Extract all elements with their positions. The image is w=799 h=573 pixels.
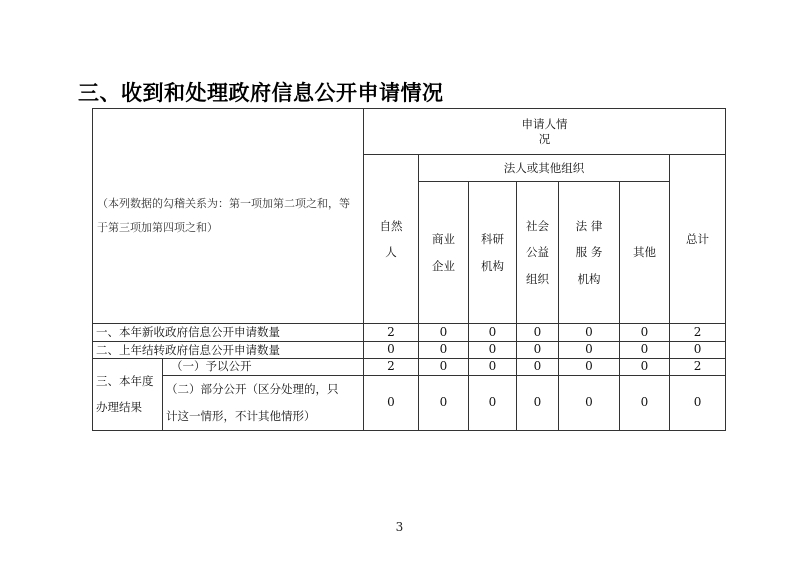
- col-research: 科研 机构: [469, 182, 517, 324]
- cell-value: 0: [620, 359, 670, 376]
- section3-label: 三、本年度 办理结果: [93, 359, 163, 431]
- cell-value: 0: [469, 324, 517, 342]
- table-row: [93, 342, 726, 359]
- cell-value: 0: [620, 375, 670, 430]
- cell-value: 0: [559, 375, 620, 430]
- applicant-header: [364, 109, 726, 155]
- cell-value: 0: [517, 375, 559, 430]
- col-natural-person: 自然 人: [364, 155, 419, 324]
- table-row: [93, 375, 726, 430]
- legal-person-header: 法人或其他组织: [419, 155, 670, 182]
- applicant-header-line1: 申请人情: [521, 116, 568, 131]
- cell-value: 0: [670, 375, 726, 430]
- row-label: 一、本年新收政府信息公开申请数量: [93, 324, 364, 342]
- cell-value: 0: [419, 375, 469, 430]
- table-row: [93, 324, 726, 342]
- cell-value: 0: [419, 342, 469, 359]
- cell-value: 0: [670, 342, 726, 359]
- col-other: 其他: [620, 182, 670, 324]
- applications-table: [92, 108, 726, 431]
- row-label: （二）部分公开（区分处理的，只 计这一情形，不计其他情形）: [163, 375, 364, 430]
- cell-value: 0: [517, 324, 559, 342]
- cell-value: 0: [517, 359, 559, 376]
- cell-value: 0: [620, 342, 670, 359]
- cell-value: 0: [559, 324, 620, 342]
- cell-value: 2: [670, 359, 726, 376]
- cell-value: 0: [559, 359, 620, 376]
- section-heading: 三、收到和处理政府信息公开申请情况: [78, 81, 444, 105]
- cell-value: 0: [419, 359, 469, 376]
- col-commercial: 商业 企业: [419, 182, 469, 324]
- cell-value: 0: [559, 342, 620, 359]
- col-legal-service: 法 律 服 务 机构: [559, 182, 620, 324]
- row-label: 二、上年结转政府信息公开申请数量: [93, 342, 364, 359]
- cell-value: 2: [670, 324, 726, 342]
- cell-value: 0: [419, 324, 469, 342]
- col-public-welfare: 社会 公益 组织: [517, 182, 559, 324]
- applicant-header-line2: 况: [538, 131, 551, 146]
- cell-value: 0: [469, 342, 517, 359]
- note-cell: （本列数据的勾稽关系为：第一项加第二项之和，等于第三项加第四项之和）: [93, 109, 364, 324]
- table-row: [93, 359, 726, 376]
- cell-value: 2: [364, 359, 419, 376]
- row-label: （一）予以公开: [163, 359, 364, 376]
- cell-value: 0: [469, 375, 517, 430]
- cell-value: 0: [364, 375, 419, 430]
- cell-value: 0: [364, 342, 419, 359]
- page-number: 3: [395, 520, 404, 534]
- col-total: 总计: [670, 155, 726, 324]
- cell-value: 0: [620, 324, 670, 342]
- cell-value: 0: [517, 342, 559, 359]
- cell-value: 0: [469, 359, 517, 376]
- cell-value: 2: [364, 324, 419, 342]
